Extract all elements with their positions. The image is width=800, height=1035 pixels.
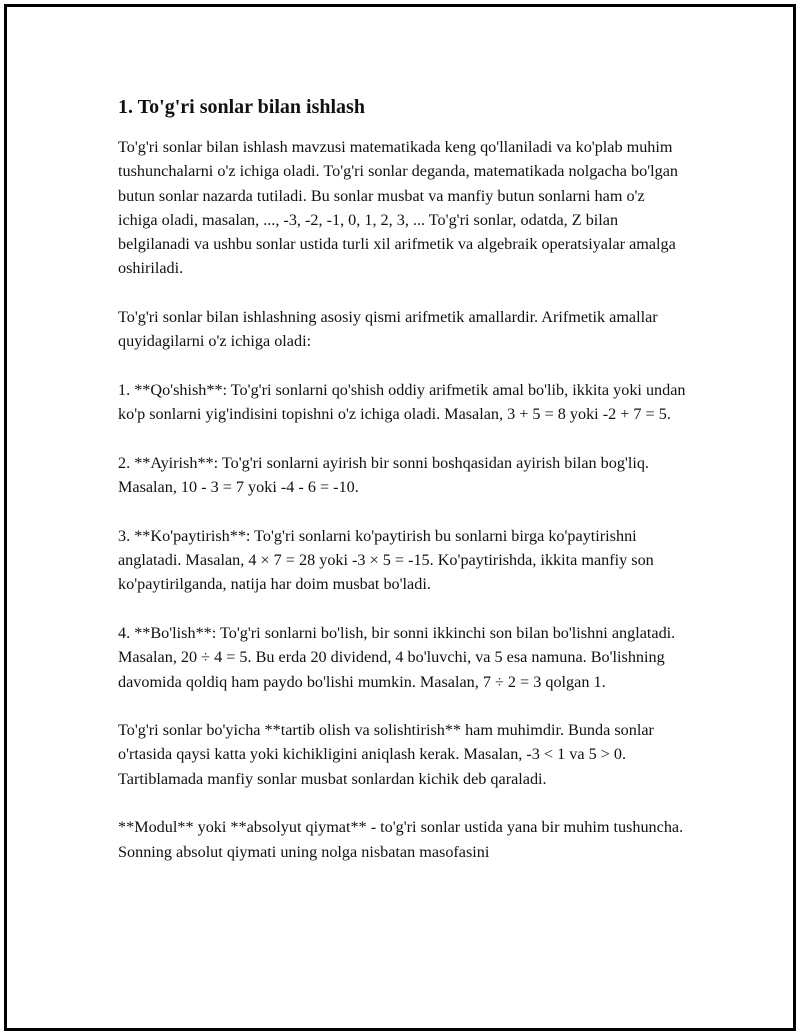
paragraph-addition: 1. **Qo'shish**: To'g'ri sonlarni qo'shish oddiy arifmetik amal bo'lib, ikkita yoki undan ko'p sonlarni yig'indisini topishni o'z ichiga oladi. Masalan, 3 + 5 = 8 yoki -2 + 7 = 5. <box>118 380 686 424</box>
paragraph-ordering: To'g'ri sonlar bo'yicha **tartib olish va solishtirish** ham muhimdir. Bunda sonlar o'rtasida qaysi katta yoki kichikligini aniqlash kerak. Masalan, -3 < 1 va 5 > 0. Tartiblamada manfiy sonlar musbat sonlardan kichik deb qaraladi. <box>118 721 654 788</box>
paragraph-arithmetic: To'g'ri sonlar bilan ishlashning asosiy qismi arifmetik amallardir. Arifmetik amallar quyidagilarni o'z ichiga oladi: <box>118 308 658 351</box>
paragraph-division: 4. **Bo'lish**: To'g'ri sonlarni bo'lish, bir sonni ikkinchi son bilan bo'lishni anglatadi. Masalan, 20 ÷ 4 = 5. Bu erda 20 dividend, 4 bo'luvchi, va 5 esa namuna. Bo'lishning davomida qoldiq ham paydo bo'lishi mumkin. Masalan, 7 ÷ 2 = 3 qolgan 1. <box>118 623 676 691</box>
section-heading: 1. To'g'ri sonlar bilan ishlash <box>118 96 365 118</box>
document-body <box>118 95 688 888</box>
paragraph-modulus: **Modul** yoki **absolyut qiymat** - to'g'ri sonlar ustida yana bir muhim tushuncha. Sonning absolut qiymati uning nolga nisbatan masofasini <box>118 818 684 861</box>
paragraph-intro: To'g'ri sonlar bilan ishlash mavzusi matematikada keng qo'llaniladi va ko'plab muhim tushunchalarni o'z ichiga oladi. To'g'ri sonlar deganda, matematikada nolgacha bo'lgan butun sonlar nazarda tutiladi. Bu sonlar musbat va manfiy butun sonlarni ham o'z ichiga oladi, masalan, ..., -3, -2, -1, 0, 1, 2, 3, ... To'g'ri sonlar, odatda, Z bilan belgilanadi va ushbu sonlar ustida turli xil arifmetik va algebraik operatsiyalar amalga oshiriladi. <box>118 138 678 278</box>
paragraph-subtraction: 2. **Ayirish**: To'g'ri sonlarni ayirish bir sonni boshqasidan ayirish bilan bog'liq. Masalan, 10 - 3 = 7 yoki -4 - 6 = -10. <box>118 453 649 497</box>
paragraph-multiplication: 3. **Ko'paytirish**: To'g'ri sonlarni ko'paytirish bu sonlarni birga ko'paytirishni anglatadi. Masalan, 4 × 7 = 28 yoki -3 × 5 = -15. Ko'paytirishda, ikkita manfiy son ko'paytirilganda, natija har doim musbat bo'ladi. <box>118 526 654 594</box>
